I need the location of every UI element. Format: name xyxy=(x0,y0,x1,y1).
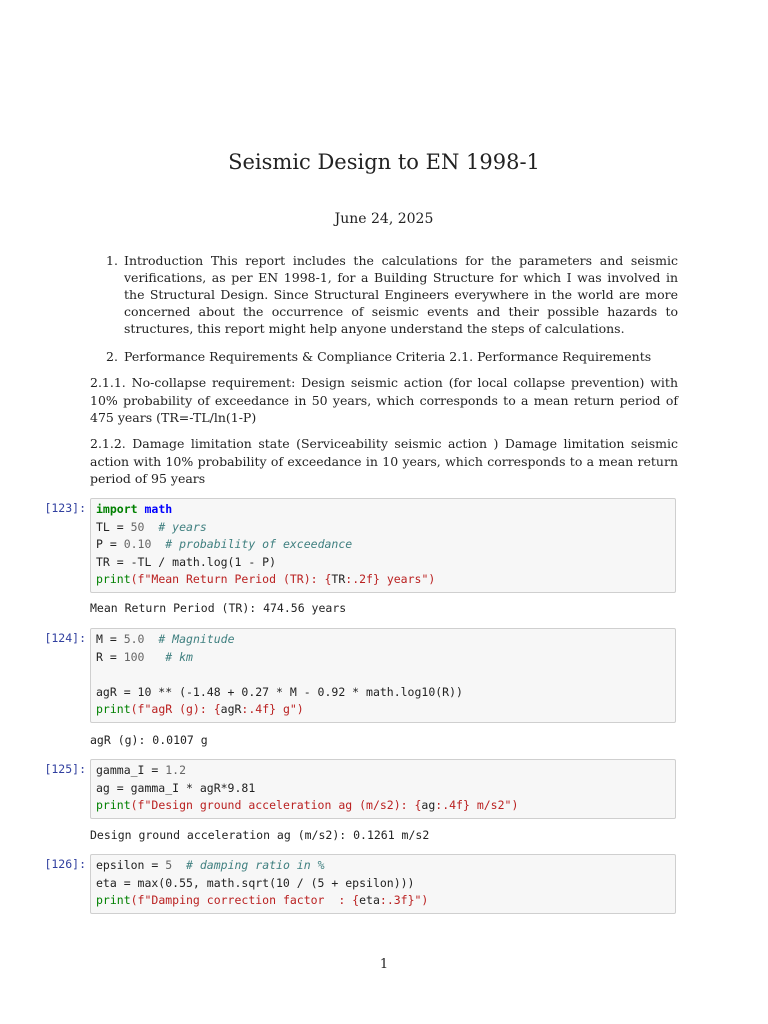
code-line: print(f"Mean Return Period (TR): {TR:.2f} years") xyxy=(96,572,436,586)
list-item-performance xyxy=(106,348,678,365)
code-line: TL = 50 # years xyxy=(96,519,207,534)
code-line: TR = -TL / math.log(1 - P) xyxy=(96,554,277,569)
code-line: agR = 10 ** (-1.48 + 0.27 * M - 0.92 * math.log10(R)) xyxy=(96,684,463,699)
cell-label-124: [124]: xyxy=(44,631,86,645)
cell-label-123: [123]: xyxy=(44,501,86,515)
list-text: Performance Requirements & Compliance Criteria 2.1. Performance Requirements xyxy=(124,349,652,364)
list-text: Introduction This report includes the calculations for the parameters and seismic verifications, as per EN 1998-1, for a Building Structure for which I was involved in the Structural Design. Since Structural Engineers everywhere in the world are more concerned about the occurrence of seismic events and their possible hazards to structures, this report might help anyone understand the steps of calculations. xyxy=(124,253,678,336)
document-title: Seismic Design to EN 1998-1 xyxy=(228,150,540,174)
code-line: print(f"Damping correction factor : {eta:.3f}") xyxy=(96,893,429,907)
code-line: M = 5.0 # Magnitude xyxy=(96,632,235,646)
cell-label-125: [125]: xyxy=(44,762,86,776)
code-cell-125[interactable] xyxy=(90,759,676,819)
list-number: 2. xyxy=(106,349,118,364)
cell-label-126: [126]: xyxy=(44,857,86,871)
code-cell-123[interactable] xyxy=(90,498,676,593)
list-item-introduction xyxy=(106,252,678,337)
code-line: eta = max(0.55, math.sqrt(10 / (5 + epsilon))) xyxy=(96,875,415,890)
code-line: print(f"agR (g): {agR:.4f} g") xyxy=(96,702,304,716)
code-cell-124[interactable] xyxy=(90,628,676,723)
paragraph-no-collapse: 2.1.1. No-collapse requirement: Design seismic action (for local collapse prevention) with 10% probability of exceedance in 50 years, which corresponds to a mean return period of 475 years (TR=-TL/ln(1-P) xyxy=(90,375,678,425)
code-line: print(f"Design ground acceleration ag (m/s2): {ag:.4f} m/s2") xyxy=(96,798,519,812)
page-number: 1 xyxy=(379,957,389,972)
code-line: import math xyxy=(96,502,173,516)
code-line: epsilon = 5 # damping ratio in % xyxy=(96,858,325,872)
code-line: gamma_I = 1.2 xyxy=(96,763,187,777)
code-line: ag = gamma_I * agR*9.81 xyxy=(96,780,256,795)
code-cell-126[interactable] xyxy=(90,854,676,914)
document-date: June 24, 2025 xyxy=(334,211,434,227)
output-cell-125: Design ground acceleration ag (m/s2): 0.1261 m/s2 xyxy=(90,828,430,842)
code-line: P = 0.10 # probability of exceedance xyxy=(96,537,353,551)
code-line: R = 100 # km xyxy=(96,649,193,664)
list-number: 1. xyxy=(106,253,118,268)
output-cell-123: Mean Return Period (TR): 474.56 years xyxy=(90,601,347,615)
paragraph-damage-limitation: 2.1.2. Damage limitation state (Serviceability seismic action ) Damage limitation seismic action with 10% probability of exceedance in 10 years, which corresponds to a mean return period of 95 years xyxy=(90,436,678,486)
output-cell-124: agR (g): 0.0107 g xyxy=(90,733,208,747)
